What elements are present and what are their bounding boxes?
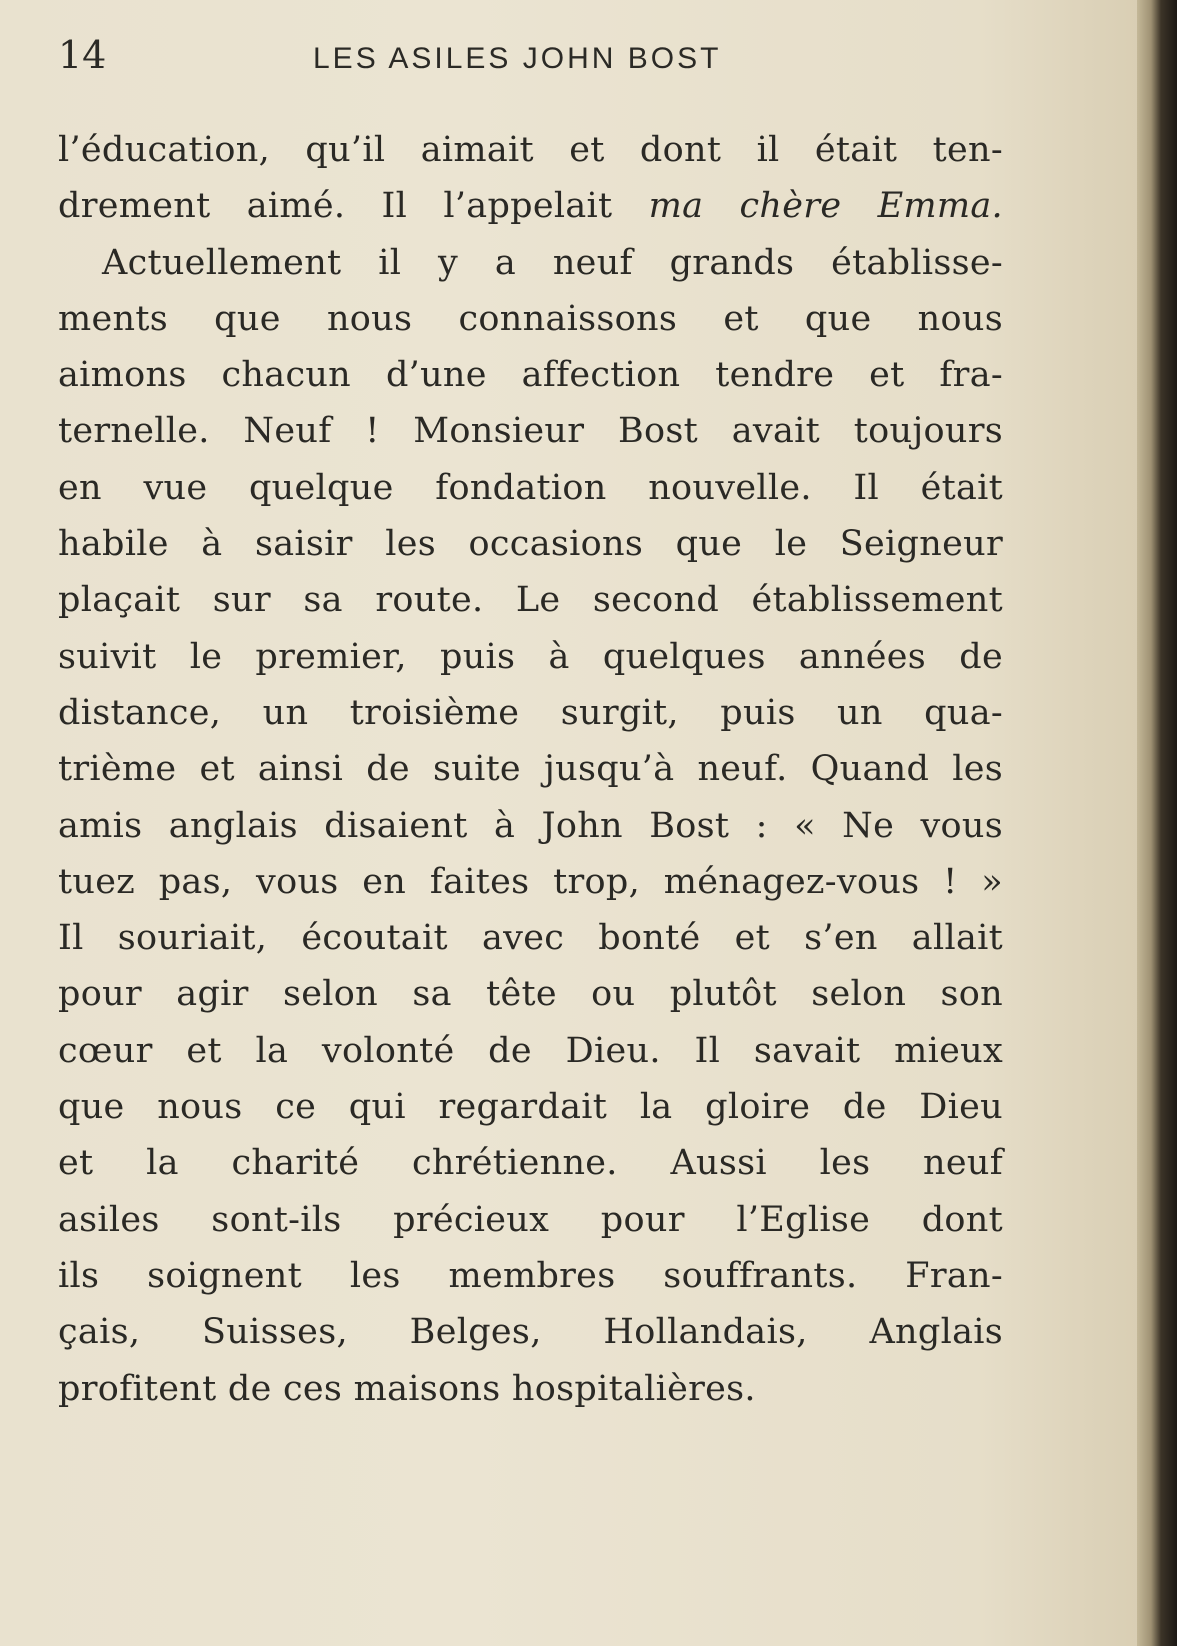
text-line: et la charité chrétienne. Aussi les neuf xyxy=(58,1143,1003,1184)
body-text xyxy=(58,122,1003,1417)
running-head-title: LES ASILES JOHN BOST xyxy=(313,42,722,75)
text-line: amis anglais disaient à John Bost : « Ne vous xyxy=(58,805,1003,846)
text-line: que nous ce qui regardait la gloire de Dieu xyxy=(58,1087,1003,1128)
text-line: habile à saisir les occasions que le Seigneur xyxy=(58,524,1003,565)
text-line: ils soignent les membres souffrants. Fran- xyxy=(58,1255,1003,1296)
text-line: trième et ainsi de suite jusqu’à neuf. Quand les xyxy=(58,749,1003,790)
text-line xyxy=(58,178,1003,234)
text-line: tuez pas, vous en faites trop, ménagez-vous ! » xyxy=(58,861,1003,902)
text-line: Il souriait, écoutait avec bonté et s’en allait xyxy=(58,918,1003,959)
text-line: plaçait sur sa route. Le second établissement xyxy=(58,580,1003,621)
text-line-last: profitent de ces maisons hospitalières. xyxy=(58,1368,756,1409)
text-line: çais, Suisses, Belges, Hollandais, Anglais xyxy=(58,1312,1003,1353)
text-line: pour agir selon sa tête ou plutôt selon son xyxy=(58,974,1003,1015)
paragraph-start-line: Actuellement il y a neuf grands établisse- xyxy=(102,242,1003,283)
book-spine-shadow xyxy=(1137,0,1177,1646)
text-line: aimons chacun d’une affection tendre et fra- xyxy=(58,355,1003,396)
text-line: l’éducation, qu’il aimait et dont il était ten- xyxy=(58,130,1003,170)
text-line: asiles sont-ils précieux pour l’Eglise dont xyxy=(58,1199,1003,1240)
text-line: distance, un troisième surgit, puis un qua- xyxy=(58,692,1003,733)
text-line: en vue quelque fondation nouvelle. Il était xyxy=(58,467,1003,508)
page-number: 14 xyxy=(58,33,107,77)
text-line: ternelle. Neuf ! Monsieur Bost avait toujours xyxy=(58,411,1003,452)
italic-phrase: ma chère Emma. xyxy=(648,186,1003,227)
text-line-roman: drement aimé. Il l’appelait xyxy=(58,186,649,227)
text-line: suivit le premier, puis à quelques années de xyxy=(58,636,1003,677)
running-head xyxy=(58,30,998,80)
text-line: cœur et la volonté de Dieu. Il savait mieux xyxy=(58,1030,1003,1071)
text-line: ments que nous connaissons et que nous xyxy=(58,298,1003,339)
